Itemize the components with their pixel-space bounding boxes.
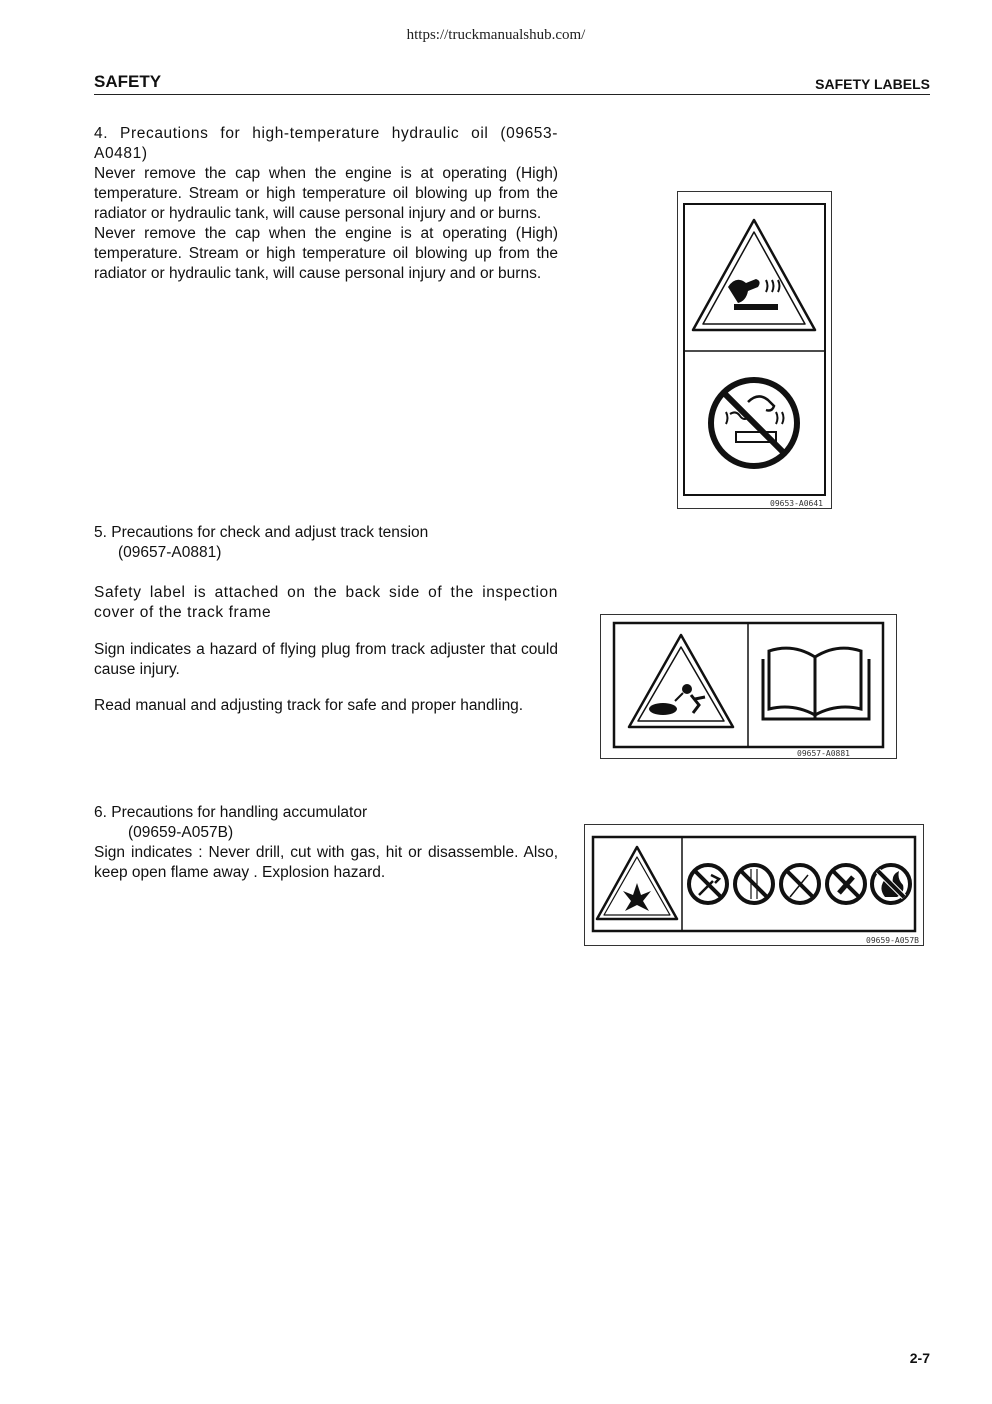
section-4-text [94, 124, 558, 284]
section-5-title-block [94, 523, 558, 563]
section-6-code: (09659-A057B) [128, 824, 234, 841]
section-5-paragraph-1 [94, 583, 558, 623]
no-cut-icon [735, 865, 773, 903]
section-6-text [94, 803, 558, 883]
label-code: 09653-A0641 [770, 499, 823, 508]
section-5-paragraph-3 [94, 696, 558, 716]
read-manual-icon [763, 648, 869, 719]
section-6-paragraph: Sign indicates : Never drill, cut with gas, hit or disassemble. Also, keep open flame away . Explosion hazard. [94, 844, 558, 881]
accumulator-safety-label [584, 824, 924, 946]
no-open-flame-icon [872, 865, 910, 903]
section-4-title: 4. Precautions for high-temperature hydraulic oil (09653-A0481) [94, 125, 558, 162]
no-hit-icon [827, 865, 865, 903]
track-tension-label-graphic [601, 615, 896, 758]
section-5-paragraph: Sign indicates a hazard of flying plug from track adjuster that could cause injury. [94, 641, 558, 678]
header-subsection-title: SAFETY LABELS [815, 76, 930, 92]
section-5-paragraph: Read manual and adjusting track for safe and proper handling. [94, 697, 524, 714]
section-5-title: 5. Precautions for check and adjust track tension [94, 524, 429, 541]
accumulator-label-graphic [585, 825, 923, 945]
header-divider [94, 94, 930, 95]
hot-oil-label-graphic [678, 192, 831, 508]
label-code: 09657-A0881 [797, 749, 850, 758]
section-6-title: 6. Precautions for handling accumulator [94, 804, 368, 821]
section-4-paragraph: Never remove the cap when the engine is at operating (High) temperature. Stream or high temperature oil blowing up from the radiator or hydraulic tank, will cause personal injury and or burns. [94, 225, 558, 282]
track-tension-safety-label [600, 614, 897, 759]
no-drill-icon [689, 865, 727, 903]
page-number: 2-7 [909, 1350, 930, 1366]
no-gas-cutting-icon [781, 865, 819, 903]
no-open-cap-icon [711, 380, 797, 466]
section-5-paragraph: Safety label is attached on the back side of the inspection cover of the track frame [94, 584, 558, 621]
header-section-title: SAFETY [94, 72, 162, 91]
section-5-paragraph-2 [94, 640, 558, 680]
hot-oil-safety-label [677, 191, 832, 509]
label-code: 09659-A057B [866, 936, 919, 945]
section-4-paragraph: Never remove the cap when the engine is at operating (High) temperature. Stream or high temperature oil blowing up from the radiator or hydraulic tank, will cause personal injury and or burns. [94, 165, 558, 222]
section-5-code: (09657-A0881) [118, 544, 222, 561]
source-url[interactable]: https://truckmanualshub.com/ [406, 27, 586, 43]
